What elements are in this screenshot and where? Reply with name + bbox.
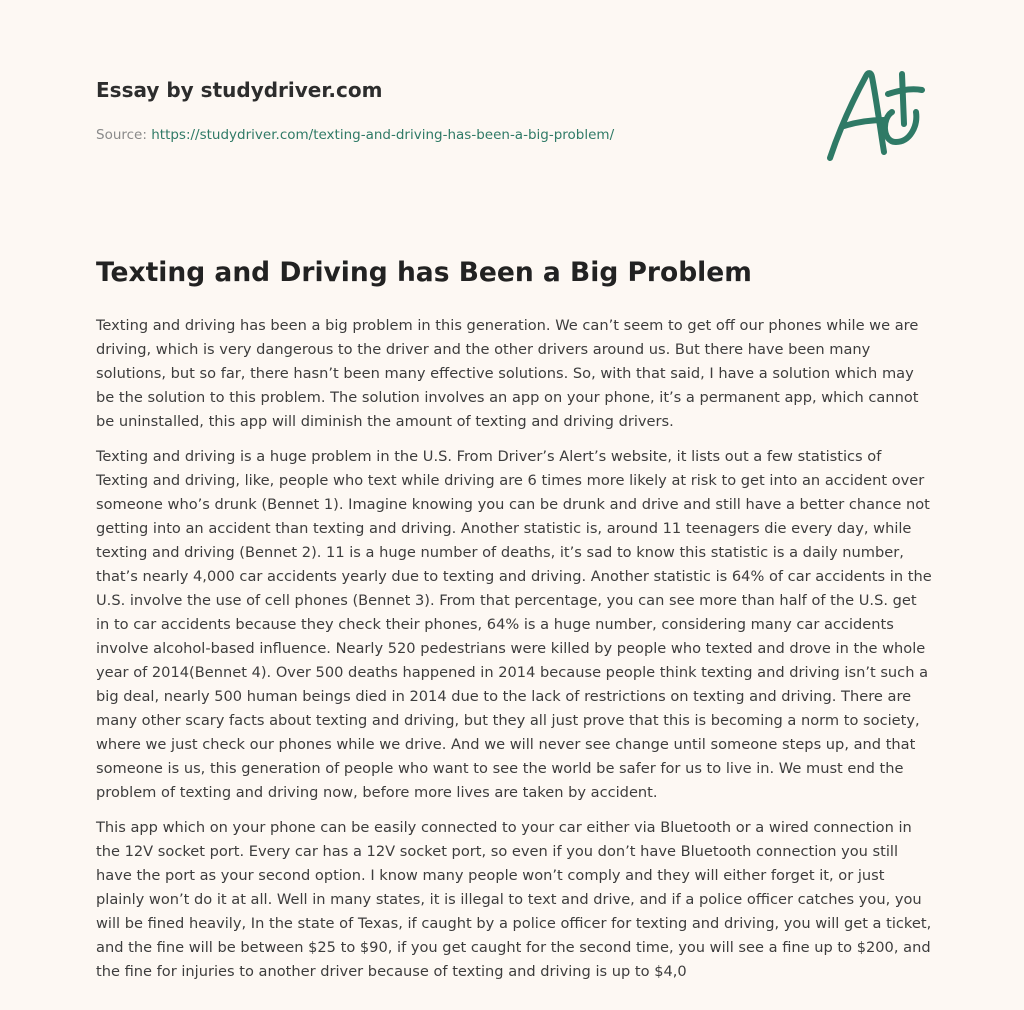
site-header: [96, 76, 796, 145]
source-link[interactable]: https://studydriver.com/texting-and-driving-has-been-a-big-problem/: [151, 127, 615, 143]
a-plus-grade-icon: [822, 68, 928, 164]
essay-body: [96, 314, 932, 995]
source-line: [96, 125, 796, 145]
essay-paragraph: Texting and driving has been a big problem in this generation. We can’t seem to get off our phones while we are driving, which is very dangerous to the driver and the other drivers around us. But there have been many solutions, but so far, there hasn’t been many effective solutions. So, with that said, I have a solution which may be the solution to this problem. The solution involves an app on your phone, it’s a permanent app, which cannot be uninstalled, this app will diminish the amount of texting and driving drivers.: [96, 317, 919, 430]
source-label: Source:: [96, 127, 147, 143]
essay-paragraph: Texting and driving is a huge problem in the U.S. From Driver’s Alert’s website, it lists out a few statistics of Texting and driving, like, people who text while driving are 6 times more likely at risk to get into an accident over someone who’s drunk (Bennet 1). Imagine knowing you can be drunk and drive and still have a better chance not getting into an accident than texting and driving. Another statistic is, around 11 teenagers die every day, while texting and driving (Bennet 2). 11 is a huge number of deaths, it’s sad to know this statistic is a daily number, that’s nearly 4,000 car accidents yearly due to texting and driving. Another statistic is 64% of car accidents in the U.S. involve the use of cell phones (Bennet 3). From that percentage, you can see more than half of the U.S. get in to car accidents because they check their phones, 64% is a huge number, considering many car accidents involve alcohol-based influence. Nearly 520 pedestrians were killed by people who texted and drove in the whole year of 2014(Bennet 4). Over 500 deaths happened in 2014 because people think texting and driving isn’t such a big deal, nearly 500 human beings died in 2014 due to the lack of restrictions on texting and driving. There are many other scary facts about texting and driving, but they all just prove that this is becoming a norm to society, where we just check our phones while we drive. And we will never see change until someone steps up, and that someone is us, this generation of people who want to see the world be safer for us to live in. We must end the problem of texting and driving now, before more lives are taken by accident.: [96, 448, 932, 801]
brand-title: Essay by studydriver.com: [96, 78, 383, 102]
essay-title: Texting and Driving has Been a Big Problem: [96, 257, 752, 288]
essay-paragraph: This app which on your phone can be easily connected to your car either via Bluetooth or a wired connection in the 12V socket port. Every car has a 12V socket port, so even if you don’t have Bluetooth connection you still have the port as your second option. I know many people won’t comply and they will either forget it, or just plainly won’t do it at all. Well in many states, it is illegal to text and drive, and if a police officer catches you, you will be fined heavily, In the state of Texas, if caught by a police officer for texting and driving, you will get a ticket, and the fine will be between $25 to $90, if you get caught for the second time, you will see a fine up to $200, and the fine for injuries to another driver because of texting and driving is up to $4,0: [96, 819, 932, 980]
